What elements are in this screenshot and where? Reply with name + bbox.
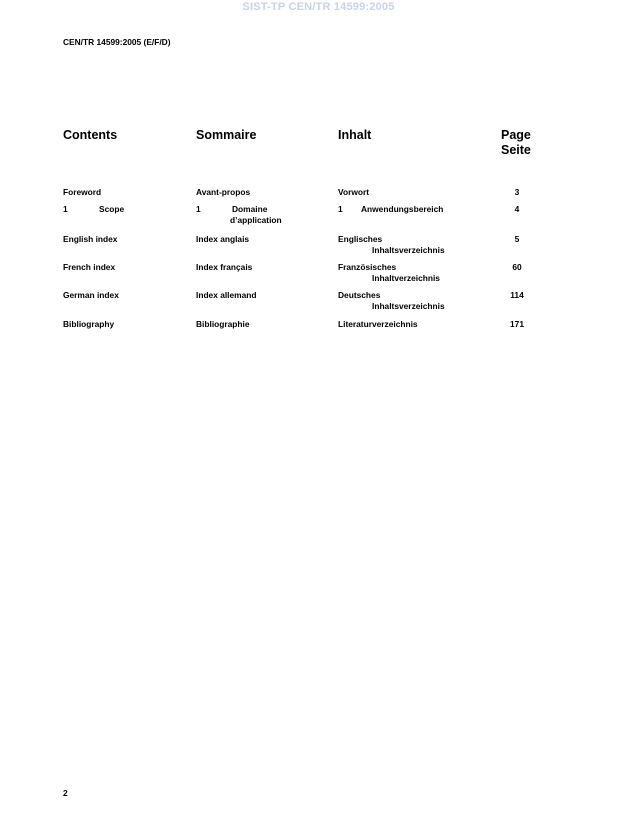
toc-row-german-index [0,290,637,314]
toc-entry-en: Bibliography [63,319,115,329]
toc-entry-de: Literaturverzeichnis [338,319,418,329]
toc-row-english-index [0,234,637,258]
toc-entry-de: Vorwort [338,187,370,197]
toc-entry-fr: Index anglais [196,234,250,244]
header-contents: Contents [63,128,118,142]
toc-page-number: 171 [510,319,524,329]
entry-line1: Französisches [338,262,397,272]
section-number: 1 [196,204,201,214]
header-inhalt: Inhalt [338,128,372,142]
entry-line2: Inhaltverzeichnis [372,273,440,283]
page-number: 2 [63,788,68,798]
toc-row-french-index [0,262,637,286]
section-number: 1 [338,204,343,214]
section-title-line1: Domaine [232,204,268,214]
toc-entry-en: French index [63,262,116,272]
toc-row-bibliography [0,319,637,343]
header-sommaire: Sommaire [196,128,257,142]
header-seite: Seite [501,143,531,157]
toc-entry-fr: Avant-propos [196,187,251,197]
toc-entry-de [338,234,445,256]
document-id: CEN/TR 14599:2005 (E/F/D) [63,37,171,47]
entry-line2: Inhaltsverzeichnis [372,245,445,255]
section-title-line2: d’application [230,215,282,225]
toc-entry-en: Foreword [63,187,102,197]
header-page: Page [501,128,531,142]
toc-entry-en [63,204,124,215]
entry-line1: Deutsches [338,290,381,300]
toc-entry-fr: Index français [196,262,253,272]
toc-page-number: 60 [512,262,522,272]
watermark: SIST-TP CEN/TR 14599:2005 [242,1,395,13]
entry-line2: Inhaltsverzeichnis [372,301,445,311]
section-title: Anwendungsbereich [361,204,444,214]
toc-entry-en: English index [63,234,118,244]
toc-page-number: 3 [514,187,520,197]
toc-entry-de [338,204,443,215]
entry-line1: Englisches [338,234,383,244]
header-page-seite [501,128,531,158]
toc-page-number: 4 [514,204,520,214]
section-title: Scope [99,204,125,214]
section-number: 1 [63,204,68,214]
toc-row-scope [0,204,637,228]
toc-entry-fr: Index allemand [196,290,257,300]
toc-entry-fr [196,204,282,226]
toc-entry-fr: Bibliographie [196,319,250,329]
toc-page-number: 114 [510,290,524,300]
toc-entry-en: German index [63,290,119,300]
toc-entry-de [338,290,445,312]
toc-page-number: 5 [514,234,520,244]
toc-entry-de [338,262,440,284]
